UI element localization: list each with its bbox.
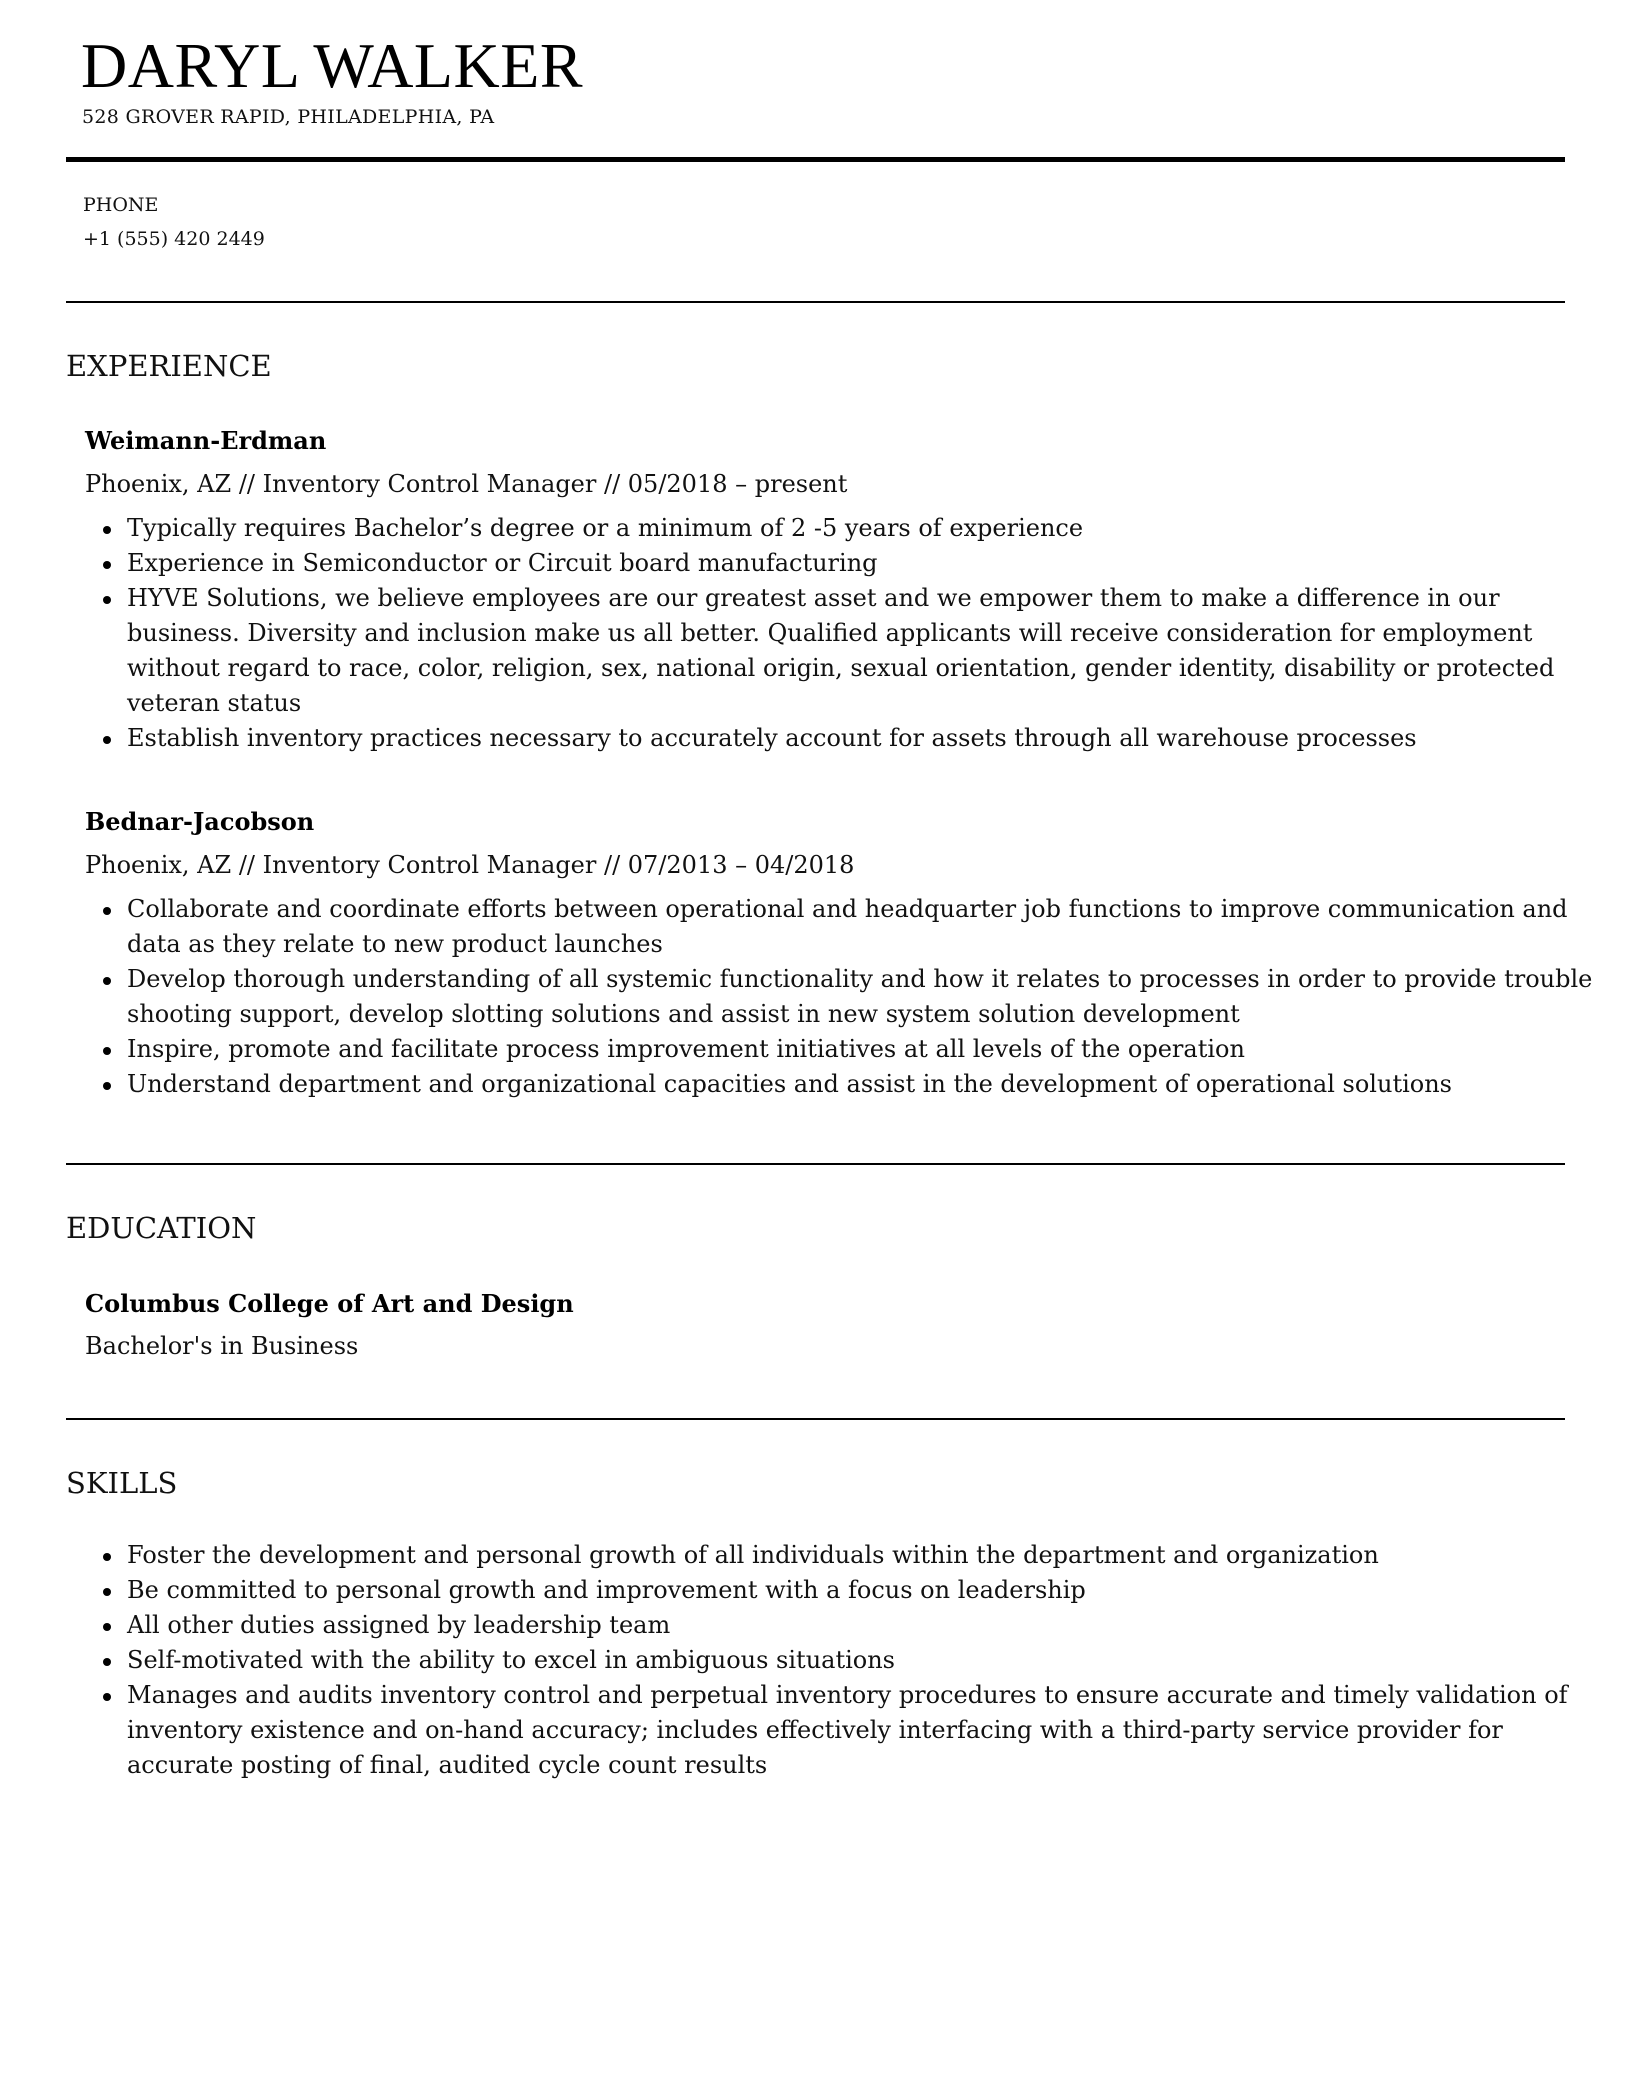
job-bullet-list <box>85 511 1602 756</box>
contact-divider <box>66 301 1565 303</box>
experience-divider <box>66 1163 1565 1165</box>
list-item: Understand department and organizational capacities and assist in the development of operational solutions <box>127 1067 1602 1102</box>
header-divider <box>66 157 1565 162</box>
list-item: HYVE Solutions, we believe employees are our greatest asset and we empower them to make a difference in our business. Diversity and inclusion make us all better. Qualified applicants will receive consideration for employment without regard to race, color, religion, sex, national origin, sexual orientation, gender identity, disability or protected veteran status <box>127 581 1602 721</box>
list-item: Manages and audits inventory control and perpetual inventory procedures to ensure accurate and timely validation of inventory existence and on-hand accuracy; includes effectively interfacing with a third-party service provider for accurate posting of final, audited cycle count results <box>127 1678 1602 1783</box>
skills-list <box>85 1538 1602 1783</box>
list-item: Self-motivated with the ability to excel in ambiguous situations <box>127 1643 1602 1678</box>
candidate-address: 528 GROVER RAPID, PHILADELPHIA, PA <box>82 106 495 128</box>
list-item: Collaborate and coordinate efforts between operational and headquarter job functions to improve communication and data as they relate to new product launches <box>127 892 1602 962</box>
phone-label: PHONE <box>83 194 159 216</box>
list-item: Be committed to personal growth and improvement with a focus on leadership <box>127 1573 1602 1608</box>
job-company: Weimann-Erdman <box>85 426 327 455</box>
list-item: Foster the development and personal growth of all individuals within the department and organization <box>127 1538 1602 1573</box>
candidate-name: DARYL WALKER <box>81 30 583 101</box>
job-details: Phoenix, AZ // Inventory Control Manager // 07/2013 – 04/2018 <box>85 851 855 879</box>
experience-heading: EXPERIENCE <box>66 349 272 383</box>
degree: Bachelor's in Business <box>85 1332 359 1360</box>
list-item: Inspire, promote and facilitate process improvement initiatives at all levels of the operation <box>127 1032 1602 1067</box>
list-item: Establish inventory practices necessary to accurately account for assets through all warehouse processes <box>127 721 1602 756</box>
skills-heading: SKILLS <box>66 1466 178 1500</box>
education-heading: EDUCATION <box>66 1211 257 1245</box>
list-item: Develop thorough understanding of all systemic functionality and how it relates to processes in order to provide trouble shooting support, develop slotting solutions and assist in new system solution development <box>127 962 1602 1032</box>
education-divider <box>66 1418 1565 1420</box>
list-item: All other duties assigned by leadership team <box>127 1608 1602 1643</box>
school-name: Columbus College of Art and Design <box>85 1289 574 1318</box>
job-details: Phoenix, AZ // Inventory Control Manager // 05/2018 – present <box>85 470 848 498</box>
phone-value: +1 (555) 420 2449 <box>83 228 265 250</box>
list-item: Experience in Semiconductor or Circuit board manufacturing <box>127 546 1602 581</box>
job-bullet-list <box>85 892 1602 1102</box>
list-item: Typically requires Bachelor’s degree or a minimum of 2 -5 years of experience <box>127 511 1602 546</box>
job-company: Bednar-Jacobson <box>85 807 315 836</box>
